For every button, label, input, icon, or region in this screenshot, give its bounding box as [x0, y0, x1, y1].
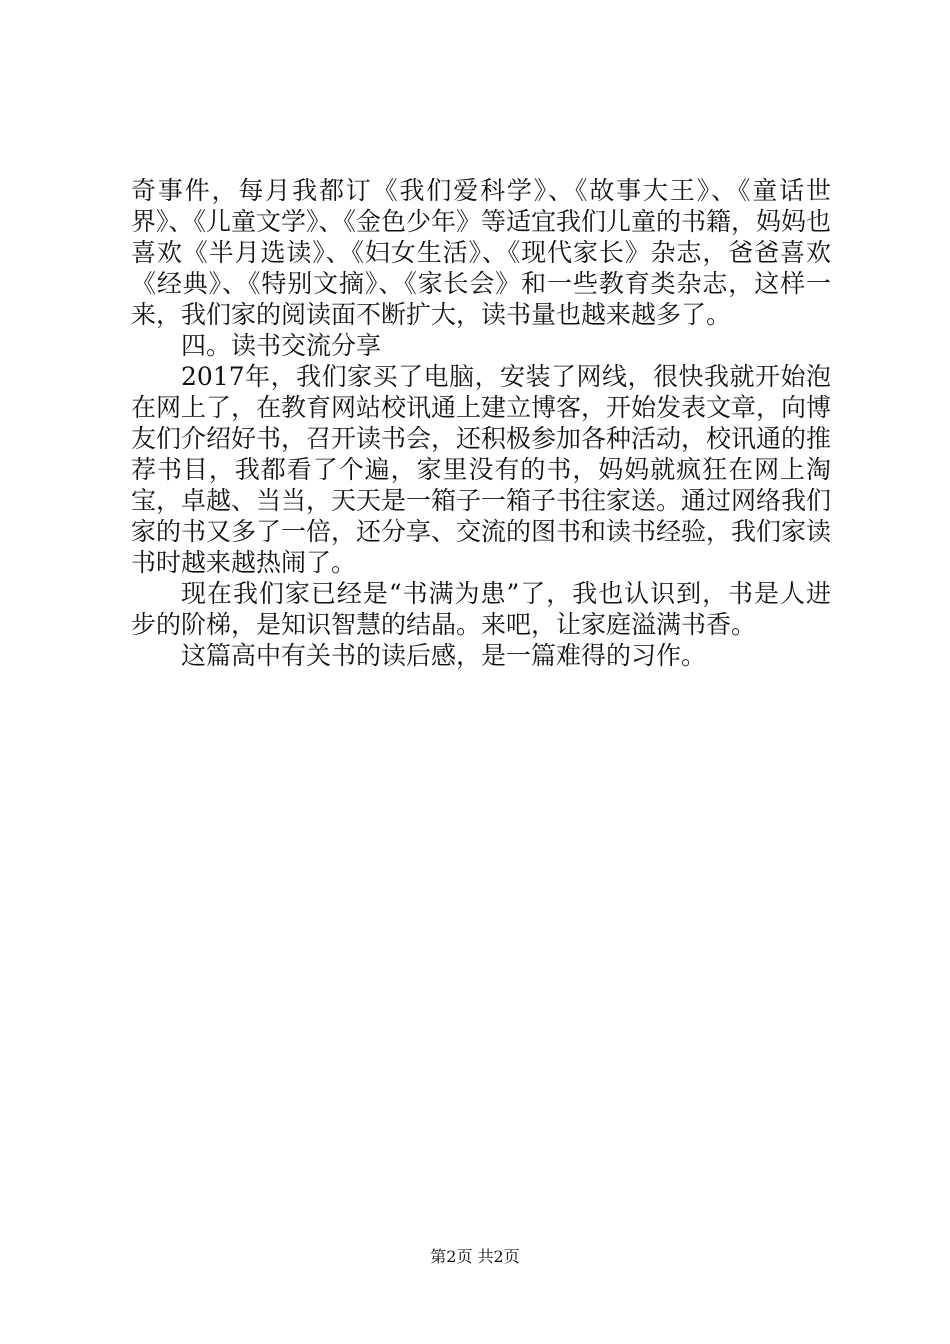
paragraph-continuation: 奇事件，每月我都订《我们爱科学》、《故事大王》、《童话世界》、《儿童文学》、《金色少年》等适宜我们儿童的书籍，妈妈也喜欢《半月选读》、《妇女生活》、《现代家长》杂志，爸爸喜欢《经典》、《特别文摘》、《家长会》和一些教育类杂志，这样一来，我们家的阅读面不断扩大，读书量也越来越多了。 — [131, 176, 832, 329]
document-body — [131, 175, 831, 671]
section-heading: 四。读书交流分享 — [181, 331, 382, 360]
paragraph-conclusion: 现在我们家已经是“书满为患”了，我也认识到，书是人进步的阶梯，是知识智慧的结晶。来吧，让家庭溢满书香。 — [131, 579, 831, 639]
paragraph-comment: 这篇高中有关书的读后感，是一篇难得的习作。 — [181, 641, 707, 670]
page-number-footer: 第2页 共2页 — [430, 1247, 520, 1266]
paragraph-2017: 2017年，我们家买了电脑，安装了网线，很快我就开始泡在网上了，在教育网站校讯通上建立博客，开始发表文章，向博友们介绍好书，召开读书会，还积极参加各种活动，校讯通的推荐书目，我都看了个遍，家里没有的书，妈妈就疯狂在网上淘宝，卓越、当当，天天是一箱子一箱子书往家送。通过网络我们家的书又多了一倍，还分享、交流的图书和读书经验，我们家读书时越来越热闹了。 — [131, 362, 832, 577]
